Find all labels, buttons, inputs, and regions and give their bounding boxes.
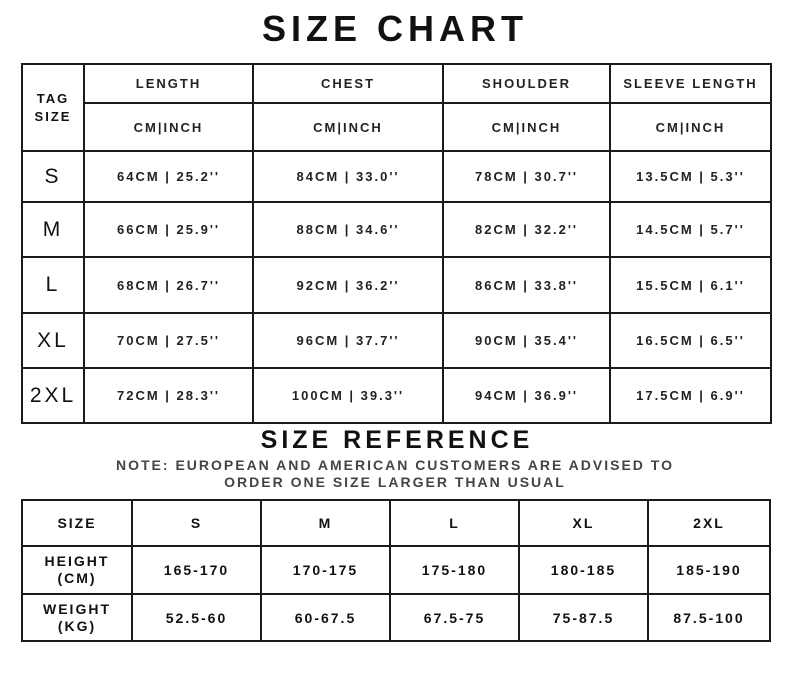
height-row-label (22, 546, 132, 594)
shoulder-value: 90CM | 35.4'' (443, 313, 610, 368)
column-header-chest: CHEST (253, 64, 443, 103)
size-reference-table (21, 499, 771, 642)
size-label: L (22, 257, 84, 313)
sleeve-length-value: 14.5CM | 5.7'' (610, 202, 771, 257)
length-value: 72CM | 28.3'' (84, 368, 253, 423)
table-header-row (22, 500, 770, 546)
size-label: M (22, 202, 84, 257)
column-header-length: LENGTH (84, 64, 253, 103)
length-value: 64CM | 25.2'' (84, 151, 253, 202)
table-row (22, 257, 771, 313)
weight-range: 67.5-75 (390, 594, 519, 641)
shoulder-value: 78CM | 30.7'' (443, 151, 610, 202)
length-value: 68CM | 26.7'' (84, 257, 253, 313)
weight-label-line2: (KG) (57, 617, 97, 634)
reference-size: M (261, 500, 390, 546)
size-label: S (22, 151, 84, 202)
height-range: 185-190 (648, 546, 770, 594)
sleeve-length-value: 13.5CM | 5.3'' (610, 151, 771, 202)
length-value: 70CM | 27.5'' (84, 313, 253, 368)
height-label-line1: HEIGHT (44, 553, 110, 569)
sleeve-length-value: 16.5CM | 6.5'' (610, 313, 771, 368)
note-line2: ORDER ONE SIZE LARGER THAN USUAL (224, 474, 566, 490)
weight-range: 87.5-100 (648, 594, 770, 641)
chest-value: 100CM | 39.3'' (253, 368, 443, 423)
size-reference-title: SIZE REFERENCE (260, 426, 534, 454)
shoulder-value: 82CM | 32.2'' (443, 202, 610, 257)
table-row (22, 368, 771, 423)
shoulder-value: 94CM | 36.9'' (443, 368, 610, 423)
reference-size: 2XL (648, 500, 770, 546)
table-header-row (22, 64, 771, 103)
weight-range: 75-87.5 (519, 594, 648, 641)
weight-label-line1: WEIGHT (43, 600, 111, 617)
tag-size-header (22, 64, 84, 151)
unit-label: CM|INCH (253, 103, 443, 151)
size-label: XL (22, 313, 84, 368)
size-chart-table (21, 63, 772, 424)
height-label-line2: (CM) (57, 570, 97, 586)
column-header-shoulder: SHOULDER (443, 64, 610, 103)
height-range: 180-185 (519, 546, 648, 594)
chest-value: 84CM | 33.0'' (253, 151, 443, 202)
size-label: 2XL (22, 368, 84, 423)
unit-label: CM|INCH (84, 103, 253, 151)
reference-size: S (132, 500, 261, 546)
reference-size: XL (519, 500, 648, 546)
table-row (22, 594, 770, 641)
height-range: 165-170 (132, 546, 261, 594)
weight-row-label (22, 594, 132, 641)
table-unit-row (22, 103, 771, 151)
chest-value: 92CM | 36.2'' (253, 257, 443, 313)
chest-value: 88CM | 34.6'' (253, 202, 443, 257)
unit-label: CM|INCH (443, 103, 610, 151)
sleeve-length-value: 17.5CM | 6.9'' (610, 368, 771, 423)
tag-size-line1: TAG (36, 90, 70, 106)
tag-size-line2: SIZE (34, 108, 72, 124)
sleeve-length-value: 15.5CM | 6.1'' (610, 257, 771, 313)
height-range: 175-180 (390, 546, 519, 594)
unit-label: CM|INCH (610, 103, 771, 151)
page-title: SIZE CHART (262, 8, 528, 49)
shoulder-value: 86CM | 33.8'' (443, 257, 610, 313)
table-row (22, 546, 770, 594)
note-line1: NOTE: EUROPEAN AND AMERICAN CUSTOMERS ARE ADVISED TO (116, 457, 674, 473)
reference-size: L (390, 500, 519, 546)
length-value: 66CM | 25.9'' (84, 202, 253, 257)
size-note (0, 457, 790, 491)
column-header-sleeve-length: SLEEVE LENGTH (610, 64, 771, 103)
chest-value: 96CM | 37.7'' (253, 313, 443, 368)
weight-range: 60-67.5 (261, 594, 390, 641)
table-row (22, 151, 771, 202)
size-column-label: SIZE (22, 500, 132, 546)
table-row (22, 313, 771, 368)
height-range: 170-175 (261, 546, 390, 594)
table-row (22, 202, 771, 257)
weight-range: 52.5-60 (132, 594, 261, 641)
